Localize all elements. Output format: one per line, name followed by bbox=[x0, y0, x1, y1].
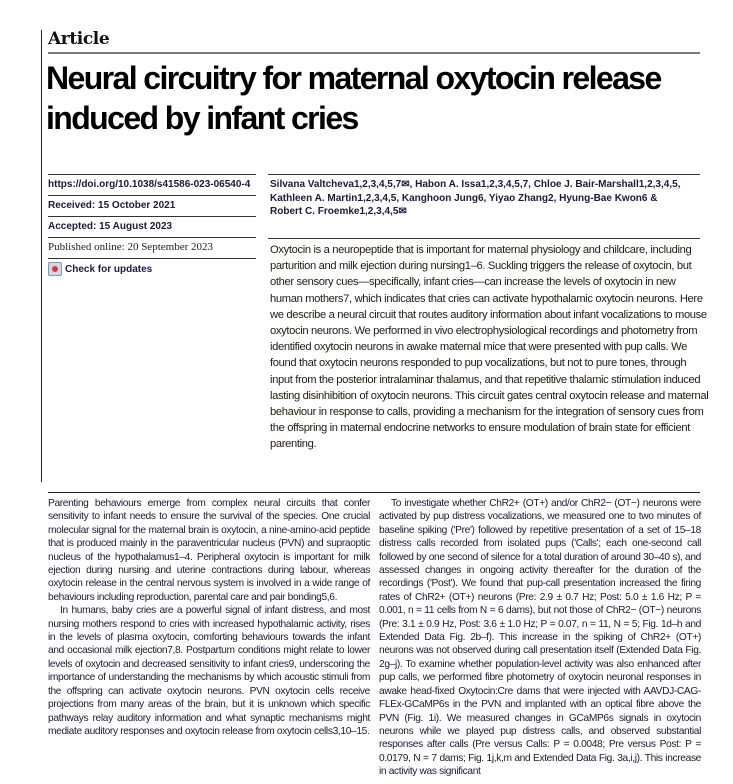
body-rule bbox=[48, 492, 700, 493]
author-line: Robert C. Froemke1,2,3,4,5✉ bbox=[270, 206, 407, 217]
article-type-label: Article bbox=[48, 29, 110, 49]
body-paragraph: To investigate whether ChR2+ (OT+) and/or ChR2− (OT−) neurons were activated by pup distress vocalizations, we measured one to two minutes of baseline spiking ('Pre') followed by repetitive presentation of a set of 15–18 distress calls recorded from isolated pups ('Calls'; each one-second call followed by one second of silence for a total duration of around 30–40 s), and assessed changes in ongoing activity thereafter for the duration of the recordings ('Post'). We found that pup-call presentation increased the firing rates of ChR2+ (OT+) neurons (Pre: 2.9 ± 0.7 Hz; Post: 5.0 ± 1.6 Hz; P = 0.001, n = 11 cells from N = 6 dams), but not those of ChR2− (OT−) neurons (Pre: 3.1 ± 0.9 Hz, Post: 3.6 ± 1.0 Hz; P = 0.07, n = 11, N = 5; Fig. 1d–h and Extended Data Fig. 2b–f). This increase in the spiking of ChR2+ (OT+) neurons was not observed during call presentation itself (Extended Data Fig. 2g–j). To examine whether population-level activity was also enhanced after pup calls, we performed fibre photometry of oxytocin neuronal responses in awake head-fixed Oxytocin:Cre dams that were injected with AAVDJ-CAG-FLEx-GCaMP6s in the PVN and implanted with an optical fibre above the PVN (Fig. 1i). We measured changes in GCaMP6s signals in oxytocin neurons while we played pup distress calls, and observed substantial responses after calls (Pre versus Calls: P = 0.0048; Pre versus Post: P = 0.0179, N = 7 dams; Fig. 1j,k,m and Extended Data Fig. 3a,i,j). This increase in activity was significant bbox=[379, 498, 701, 778]
body-paragraph: Parenting behaviours emerge from complex neural circuits that confer sensitivity to infant needs to ensure the survival of the species. One crucial molecular signal for the maternal brain is oxytocin, a nine-amino-acid peptide that is produced mainly in the paraventricular nucleus (PVN) and supraoptic nucleus of the hypothalamus1–4. Peripheral oxytocin is important for milk ejection during nursing and uterine contractions during labour, whereas oxytocin release in the central nervous system is involved in a wide range of behaviours including reproduction, parental care and pair bonding5,6. bbox=[48, 498, 370, 603]
body-column-right bbox=[379, 497, 701, 779]
body-column-left bbox=[48, 497, 370, 738]
author-line: Kathleen A. Martin1,2,3,4,5, Kanghoon Jung6, Yiyao Zhang2, Hyung-Bae Kwon6 & bbox=[270, 192, 658, 204]
check-updates-icon bbox=[48, 262, 62, 276]
paper-title: Neural circuitry for maternal oxytocin release induced by infant cries bbox=[46, 60, 661, 136]
doi-link[interactable]: https://doi.org/10.1038/s41586-023-06540-4 bbox=[48, 174, 256, 195]
abstract-rule bbox=[268, 238, 700, 239]
abstract-text: Oxytocin is a neuropeptide that is important for maternal physiology and childcare, including parturition and milk ejection during nursing1–6. Suckling triggers the release of oxytocin, but other sensory cues—specifically, infant cries—can increase the levels of oxytocin in new human mothers7, which indicates that cries can activate hypothalamic oxytocin neurons. Here we describe a neural circuit that routes auditory information about infant vocalizations to mouse oxytocin neurons. We performed in vivo electrophysiological recordings and photometry from identified oxytocin neurons in awake maternal mice that were presented with pup calls. We found that oxytocin neurons responded to pup vocalizations, but not to pure tones, through input from the posterior intralaminar thalamus, and that repetitive thalamic stimulation induced lasting disinhibition of oxytocin neurons. This circuit gates central oxytocin release and maternal behaviour in response to calls, providing a mechanism for the integration of sensory cues from the offspring in maternal endocrine networks to ensure modulation of brain state for efficient parenting. bbox=[270, 244, 709, 451]
left-margin-rule bbox=[41, 30, 42, 482]
check-for-updates-button[interactable] bbox=[48, 258, 256, 279]
published-date: Published online: 20 September 2023 bbox=[48, 237, 256, 258]
accepted-date: Accepted: 15 August 2023 bbox=[48, 216, 256, 237]
author-line: Silvana Valtcheva1,2,3,4,5,7✉, Habon A. Issa1,2,3,4,5,7, Chloe J. Bair-Marshall1,2,3,4,5, bbox=[270, 179, 681, 190]
received-date: Received: 15 October 2021 bbox=[48, 195, 256, 216]
article-metadata bbox=[48, 174, 256, 279]
check-updates-label: Check for updates bbox=[65, 263, 153, 275]
authors-rule bbox=[268, 174, 700, 175]
header-rule bbox=[48, 52, 700, 54]
body-paragraph: In humans, baby cries are a powerful signal of infant distress, and most nursing mothers respond to cries with increased hypothalamic activity, rises in the levels of plasma oxytocin, comforting behaviours towards the infant and occasional milk ejection7,8. Postpartum conditions might relate to lower levels of oxytocin and decreased sensitivity to infant cries9, underscoring the importance of understanding the mechanisms by which acoustic stimuli from the offspring can activate oxytocin neurons. PVN oxytocin cells receive projections from many areas of the brain, but it is unknown which specific pathways relay auditory information and what synaptic mechanisms might mediate auditory responses and oxytocin release from oxytocin cells3,10–15. bbox=[48, 605, 370, 737]
author-list bbox=[270, 178, 700, 219]
